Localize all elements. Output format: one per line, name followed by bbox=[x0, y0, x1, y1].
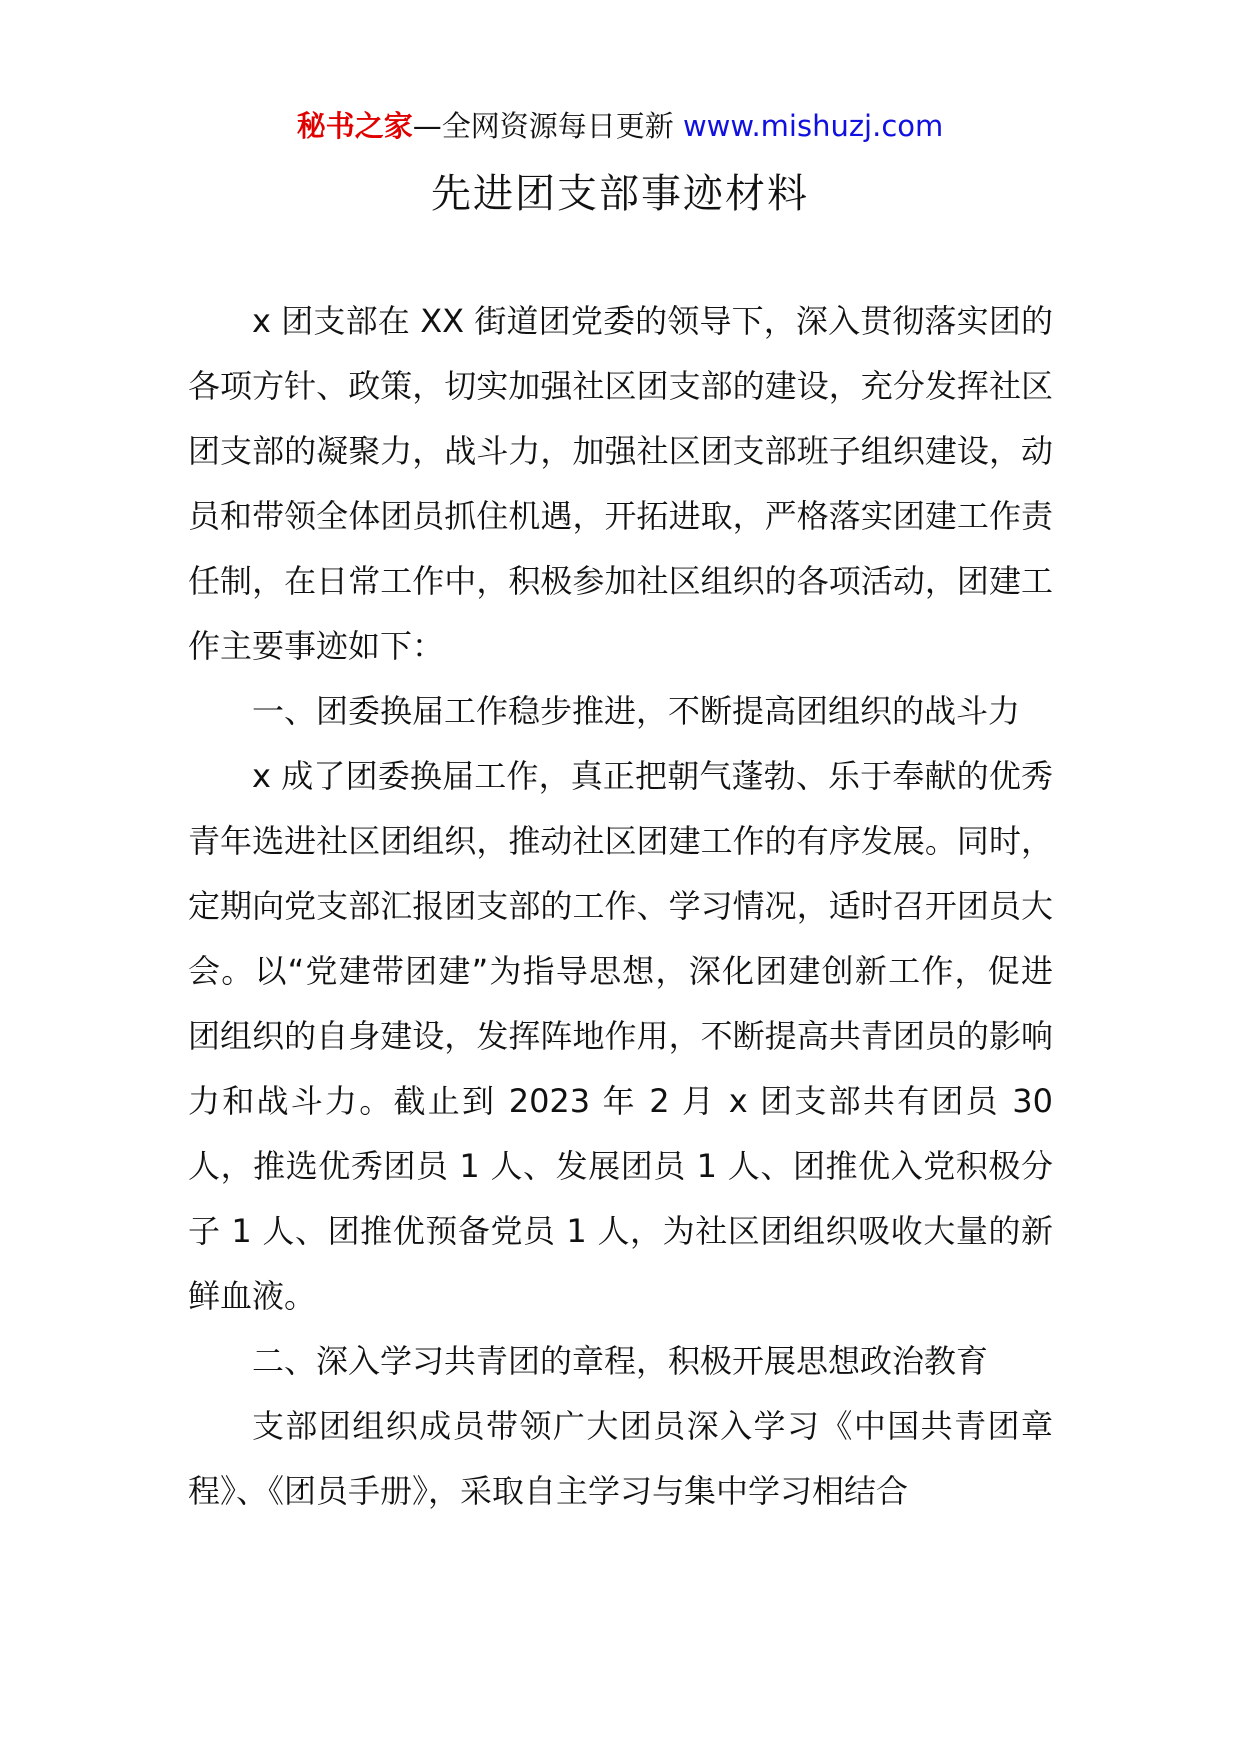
site-url-link[interactable]: www.mishuzj.com bbox=[682, 109, 944, 143]
paragraph-section-2: 支部团组织成员带领广大团员深入学习《中国共青团章程》、《团员手册》，采取自主学习与集中学习相结合 bbox=[188, 1407, 1053, 1510]
paragraph-section-1: x 成了团委换届工作，真正把朝气蓬勃、乐于奉献的优秀青年选进社区团组织，推动社区团建工作的有序发展。同时，定期向党支部汇报团支部的工作、学习情况，适时召开团员大会。以“党建带团建”为指导思想，深化团建创新工作，促进团组织的自身建设，发挥阵地作用，不断提高共青团员的影响力和战斗力。截止到 2023 年 2 月 x 团支部共有团员 30 人，推选优秀团员 1 人、发展团员 1 人、团推优入党积极分子 1 人、团推优预备党员 1 人，为社区团组织吸收大量的新鲜血液。 bbox=[188, 757, 1053, 1315]
site-banner bbox=[0, 104, 1240, 148]
section-heading-1: 一、团委换届工作稳步推进，不断提高团组织的战斗力 bbox=[252, 692, 1021, 730]
paragraph-intro: x 团支部在 XX 街道团党委的领导下，深入贯彻落实团的各项方针、政策，切实加强社区团支部的建设，充分发挥社区团支部的凝聚力，战斗力，加强社区团支部班子组织建设，动员和带领全体团员抓住机遇，开拓进取，严格落实团建工作责任制，在日常工作中，积极参加社区组织的各项活动，团建工作主要事迹如下： bbox=[188, 302, 1053, 665]
site-brand: 秘书之家 bbox=[296, 109, 413, 143]
site-tagline: —全网资源每日更新 bbox=[412, 109, 683, 143]
document-body bbox=[188, 289, 1053, 1524]
document-title: 先进团支部事迹材料 bbox=[431, 171, 809, 217]
section-heading-2: 二、深入学习共青团的章程，积极开展思想政治教育 bbox=[252, 1342, 989, 1380]
